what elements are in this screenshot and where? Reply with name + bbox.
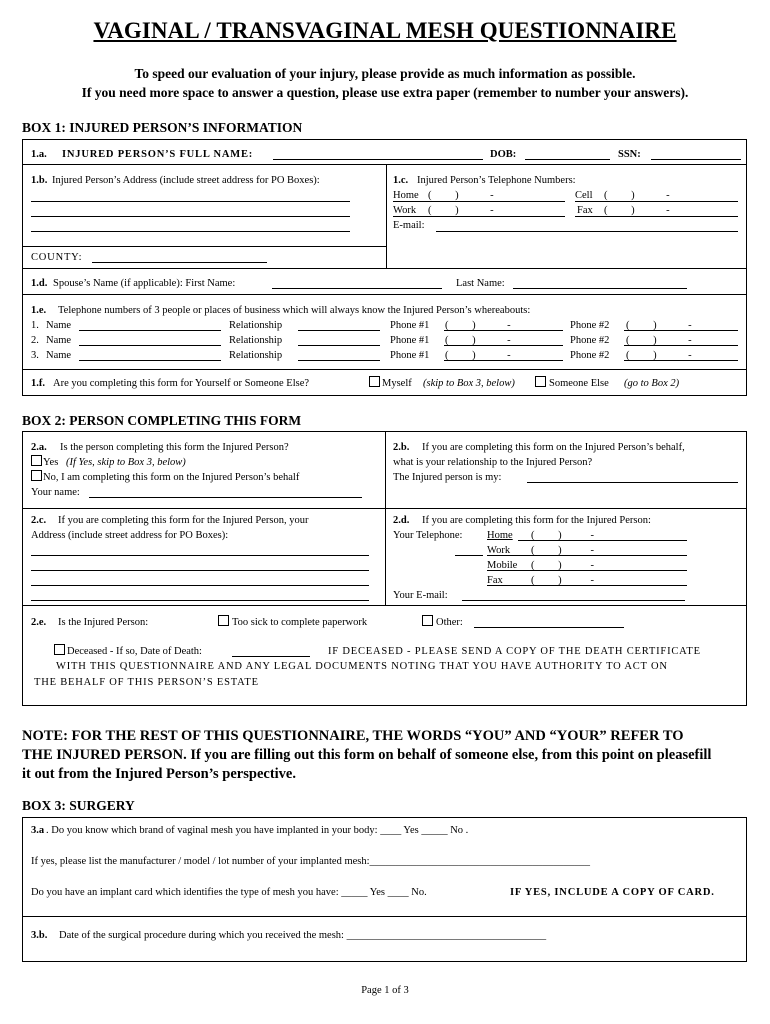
q1d-number: 1.d. bbox=[31, 278, 48, 289]
address-line-2[interactable] bbox=[31, 216, 350, 217]
your-address-line-4[interactable] bbox=[31, 600, 369, 601]
home-phone-field[interactable] bbox=[393, 201, 565, 202]
too-sick-label: Too sick to complete paperwork bbox=[232, 617, 368, 628]
contact-3-phone2-field[interactable] bbox=[624, 360, 738, 361]
your-fax-label: Fax bbox=[487, 575, 503, 586]
date-of-death-field[interactable] bbox=[232, 656, 310, 657]
q1c-number: 1.c. bbox=[393, 175, 409, 186]
contact-3-phone2-label: Phone #2 bbox=[570, 350, 610, 361]
contact-2-phone2-label: Phone #2 bbox=[570, 335, 610, 346]
no-checkbox[interactable] bbox=[31, 470, 42, 481]
box1-heading: BOX 1: INJURED PERSON’S INFORMATION bbox=[22, 120, 303, 135]
contact-1-phone2-field[interactable] bbox=[624, 330, 738, 331]
q2d-number: 2.d. bbox=[393, 515, 410, 526]
q3a-number: 3.a bbox=[31, 825, 45, 836]
home-label: Home bbox=[393, 190, 419, 201]
contact-3-number: 3. bbox=[31, 350, 39, 361]
q2b-number: 2.b. bbox=[393, 442, 410, 453]
q2a-number: 2.a. bbox=[31, 442, 47, 453]
too-sick-checkbox[interactable] bbox=[218, 615, 229, 626]
your-name-field[interactable] bbox=[89, 497, 362, 498]
address-label: Injured Person’s Address (include street address for PO Boxes): bbox=[52, 175, 320, 186]
q2c-number: 2.c. bbox=[31, 515, 47, 526]
contact-3-name-field[interactable] bbox=[79, 360, 221, 361]
q3a-implant-card-instruction: IF YES, INCLUDE A COPY OF CARD. bbox=[510, 887, 715, 898]
your-mobile-phone-field[interactable] bbox=[487, 570, 687, 571]
dob-label: DOB: bbox=[490, 149, 517, 160]
spouse-first-name-field[interactable] bbox=[272, 288, 442, 289]
q3a-brand-question: . Do you know which brand of vaginal mesh you have implanted in your body: ____ Yes _____ No . bbox=[46, 825, 469, 836]
spouse-last-name-label: Last Name: bbox=[456, 278, 505, 289]
address-line-4[interactable] bbox=[31, 246, 350, 247]
your-email-field[interactable] bbox=[462, 600, 685, 601]
q1f-number: 1.f. bbox=[31, 378, 45, 389]
county-label: COUNTY: bbox=[31, 252, 83, 263]
other-field[interactable] bbox=[474, 627, 624, 628]
contact-1-phone1-label: Phone #1 bbox=[390, 320, 430, 331]
someone-else-checkbox[interactable] bbox=[535, 376, 546, 387]
q1a-number: 1.a. bbox=[31, 149, 47, 160]
yes-note: (If Yes, skip to Box 3, below) bbox=[66, 457, 186, 468]
your-home-label: Home bbox=[487, 530, 513, 541]
your-fax-field[interactable] bbox=[487, 585, 687, 586]
contact-2-relationship-label: Relationship bbox=[229, 335, 283, 346]
your-address-line-1[interactable] bbox=[31, 555, 369, 556]
contact-2-number: 2. bbox=[31, 335, 39, 346]
q2b-line-2: what is your relationship to the Injured Person? bbox=[393, 457, 593, 468]
fax-label: Fax bbox=[577, 205, 593, 216]
intro-line-1: To speed our evaluation of your injury, please provide as much information as possible. bbox=[134, 66, 636, 81]
other-checkbox[interactable] bbox=[422, 615, 433, 626]
deceased-note-2: WITH THIS QUESTIONNAIRE AND ANY LEGAL DOCUMENTS NOTING THAT YOU HAVE AUTHORITY TO ACT ON bbox=[56, 661, 668, 672]
yes-label: Yes bbox=[43, 457, 59, 468]
address-line-3[interactable] bbox=[31, 231, 350, 232]
form-title: VAGINAL / TRANSVAGINAL MESH QUESTIONNAIRE bbox=[93, 18, 677, 43]
q2d-label: If you are completing this form for the Injured Person: bbox=[422, 515, 651, 526]
contact-3-relationship-field[interactable] bbox=[298, 360, 380, 361]
your-address-line-3[interactable] bbox=[31, 585, 369, 586]
no-label: No, I am completing this form on the Injured Person’s behalf bbox=[43, 472, 300, 483]
contact-1-name-field[interactable] bbox=[79, 330, 221, 331]
your-home-phone-field[interactable] bbox=[518, 540, 687, 541]
county-field[interactable] bbox=[92, 262, 267, 263]
box3-heading: BOX 3: SURGERY bbox=[22, 798, 135, 813]
deceased-note-1: IF DECEASED - PLEASE SEND A COPY OF THE DEATH CERTIFICATE bbox=[328, 646, 701, 657]
your-name-label: Your name: bbox=[31, 487, 80, 498]
spouse-last-name-field[interactable] bbox=[513, 288, 687, 289]
cell-label: Cell bbox=[575, 190, 593, 201]
q1e-number: 1.e. bbox=[31, 305, 47, 316]
work-phone-field[interactable] bbox=[393, 216, 565, 217]
contact-2-phone2-field[interactable] bbox=[624, 345, 738, 346]
q3a-manufacturer-question: If yes, please list the manufacturer / model / lot number of your implanted mesh:__________________________________________ bbox=[31, 856, 591, 867]
full-name-label: INJURED PERSON’S FULL NAME: bbox=[62, 149, 254, 160]
contact-1-relationship-field[interactable] bbox=[298, 330, 380, 331]
deceased-label: Deceased - If so, Date of Death: bbox=[67, 646, 202, 657]
myself-label: Myself bbox=[382, 378, 412, 389]
address-line-1[interactable] bbox=[31, 201, 350, 202]
dob-field[interactable] bbox=[525, 159, 610, 160]
contact-2-phone1-field[interactable] bbox=[444, 345, 563, 346]
q2e-label: Is the Injured Person: bbox=[58, 617, 149, 628]
contact-2-name-label: Name bbox=[46, 335, 72, 346]
q2b-line-1: If you are completing this form on the Injured Person’s behalf, bbox=[422, 442, 685, 453]
contact-1-name-label: Name bbox=[46, 320, 72, 331]
email-label: E-mail: bbox=[393, 220, 425, 231]
contact-2-phone1-label: Phone #1 bbox=[390, 335, 430, 346]
deceased-checkbox[interactable] bbox=[54, 644, 65, 655]
q3b-number: 3.b. bbox=[31, 930, 48, 941]
contact-1-relationship-label: Relationship bbox=[229, 320, 283, 331]
contact-2-relationship-field[interactable] bbox=[298, 345, 380, 346]
myself-note: (skip to Box 3, below) bbox=[423, 378, 515, 389]
email-field[interactable] bbox=[436, 231, 738, 232]
your-work-label: Work bbox=[487, 545, 511, 556]
your-telephone-label: Your Telephone: bbox=[393, 530, 463, 541]
contact-2-name-field[interactable] bbox=[79, 345, 221, 346]
note-line-3: it out from the Injured Person’s perspective. bbox=[22, 766, 296, 782]
your-work-phone-field[interactable] bbox=[487, 555, 687, 556]
completing-for-label: Are you completing this form for Yourself or Someone Else? bbox=[53, 378, 310, 389]
q1b-number: 1.b. bbox=[31, 175, 48, 186]
q2c-line-2: Address (include street address for PO Boxes): bbox=[31, 530, 229, 541]
q2e-number: 2.e. bbox=[31, 617, 47, 628]
telephone-numbers-label: Injured Person’s Telephone Numbers: bbox=[417, 175, 576, 186]
ssn-label: SSN: bbox=[618, 149, 641, 160]
spouse-first-name-label: Spouse’s Name (if applicable): First Name: bbox=[53, 278, 236, 289]
yes-checkbox[interactable] bbox=[31, 455, 42, 466]
q2c-line-1: If you are completing this form for the Injured Person, your bbox=[58, 515, 309, 526]
contact-1-phone2-label: Phone #2 bbox=[570, 320, 610, 331]
contact-1-number: 1. bbox=[31, 320, 39, 331]
contact-3-relationship-label: Relationship bbox=[229, 350, 283, 361]
your-address-line-2[interactable] bbox=[31, 570, 369, 571]
contact-3-phone1-label: Phone #1 bbox=[390, 350, 430, 361]
q3b-surgery-date-question: Date of the surgical procedure during which you received the mesh: ______________________________________ bbox=[59, 930, 547, 941]
contacts-label: Telephone numbers of 3 people or places of business which will always know the Injured Person’s whereabouts: bbox=[58, 305, 531, 316]
note-line-2: THE INJURED PERSON. If you are filling out this form on behalf of someone else, from this point on pleasefill bbox=[22, 747, 712, 763]
your-mobile-label: Mobile bbox=[487, 560, 518, 571]
q3a-implant-card-question: Do you have an implant card which identifies the type of mesh you have: _____ Yes ____ No. bbox=[31, 887, 427, 898]
is-injured-person-label: Is the person completing this form the Injured Person? bbox=[60, 442, 289, 453]
work-label: Work bbox=[393, 205, 417, 216]
your-email-label: Your E-mail: bbox=[393, 590, 448, 601]
contact-1-phone1-field[interactable] bbox=[444, 330, 563, 331]
note-line-1: NOTE: FOR THE REST OF THIS QUESTIONNAIRE, THE WORDS “YOU” AND “YOUR” REFER TO bbox=[22, 728, 684, 744]
someone-else-label: Someone Else bbox=[549, 378, 609, 389]
fax-field[interactable] bbox=[575, 216, 738, 217]
ssn-field[interactable] bbox=[651, 159, 741, 160]
myself-checkbox[interactable] bbox=[369, 376, 380, 387]
contact-3-phone1-field[interactable] bbox=[444, 360, 563, 361]
cell-phone-field[interactable] bbox=[575, 201, 738, 202]
contact-3-name-label: Name bbox=[46, 350, 72, 361]
intro-line-2: If you need more space to answer a question, please use extra paper (remember to number your answers). bbox=[81, 85, 689, 100]
other-label: Other: bbox=[436, 617, 463, 628]
relationship-field[interactable] bbox=[527, 482, 738, 483]
deceased-note-3: THE BEHALF OF THIS PERSON’S ESTATE bbox=[34, 677, 259, 688]
someone-else-note: (go to Box 2) bbox=[624, 378, 680, 389]
full-name-field[interactable] bbox=[273, 159, 483, 160]
page-number: Page 1 of 3 bbox=[361, 985, 409, 996]
box2-heading: BOX 2: PERSON COMPLETING THIS FORM bbox=[22, 413, 302, 428]
relationship-label: The Injured person is my: bbox=[393, 472, 502, 483]
